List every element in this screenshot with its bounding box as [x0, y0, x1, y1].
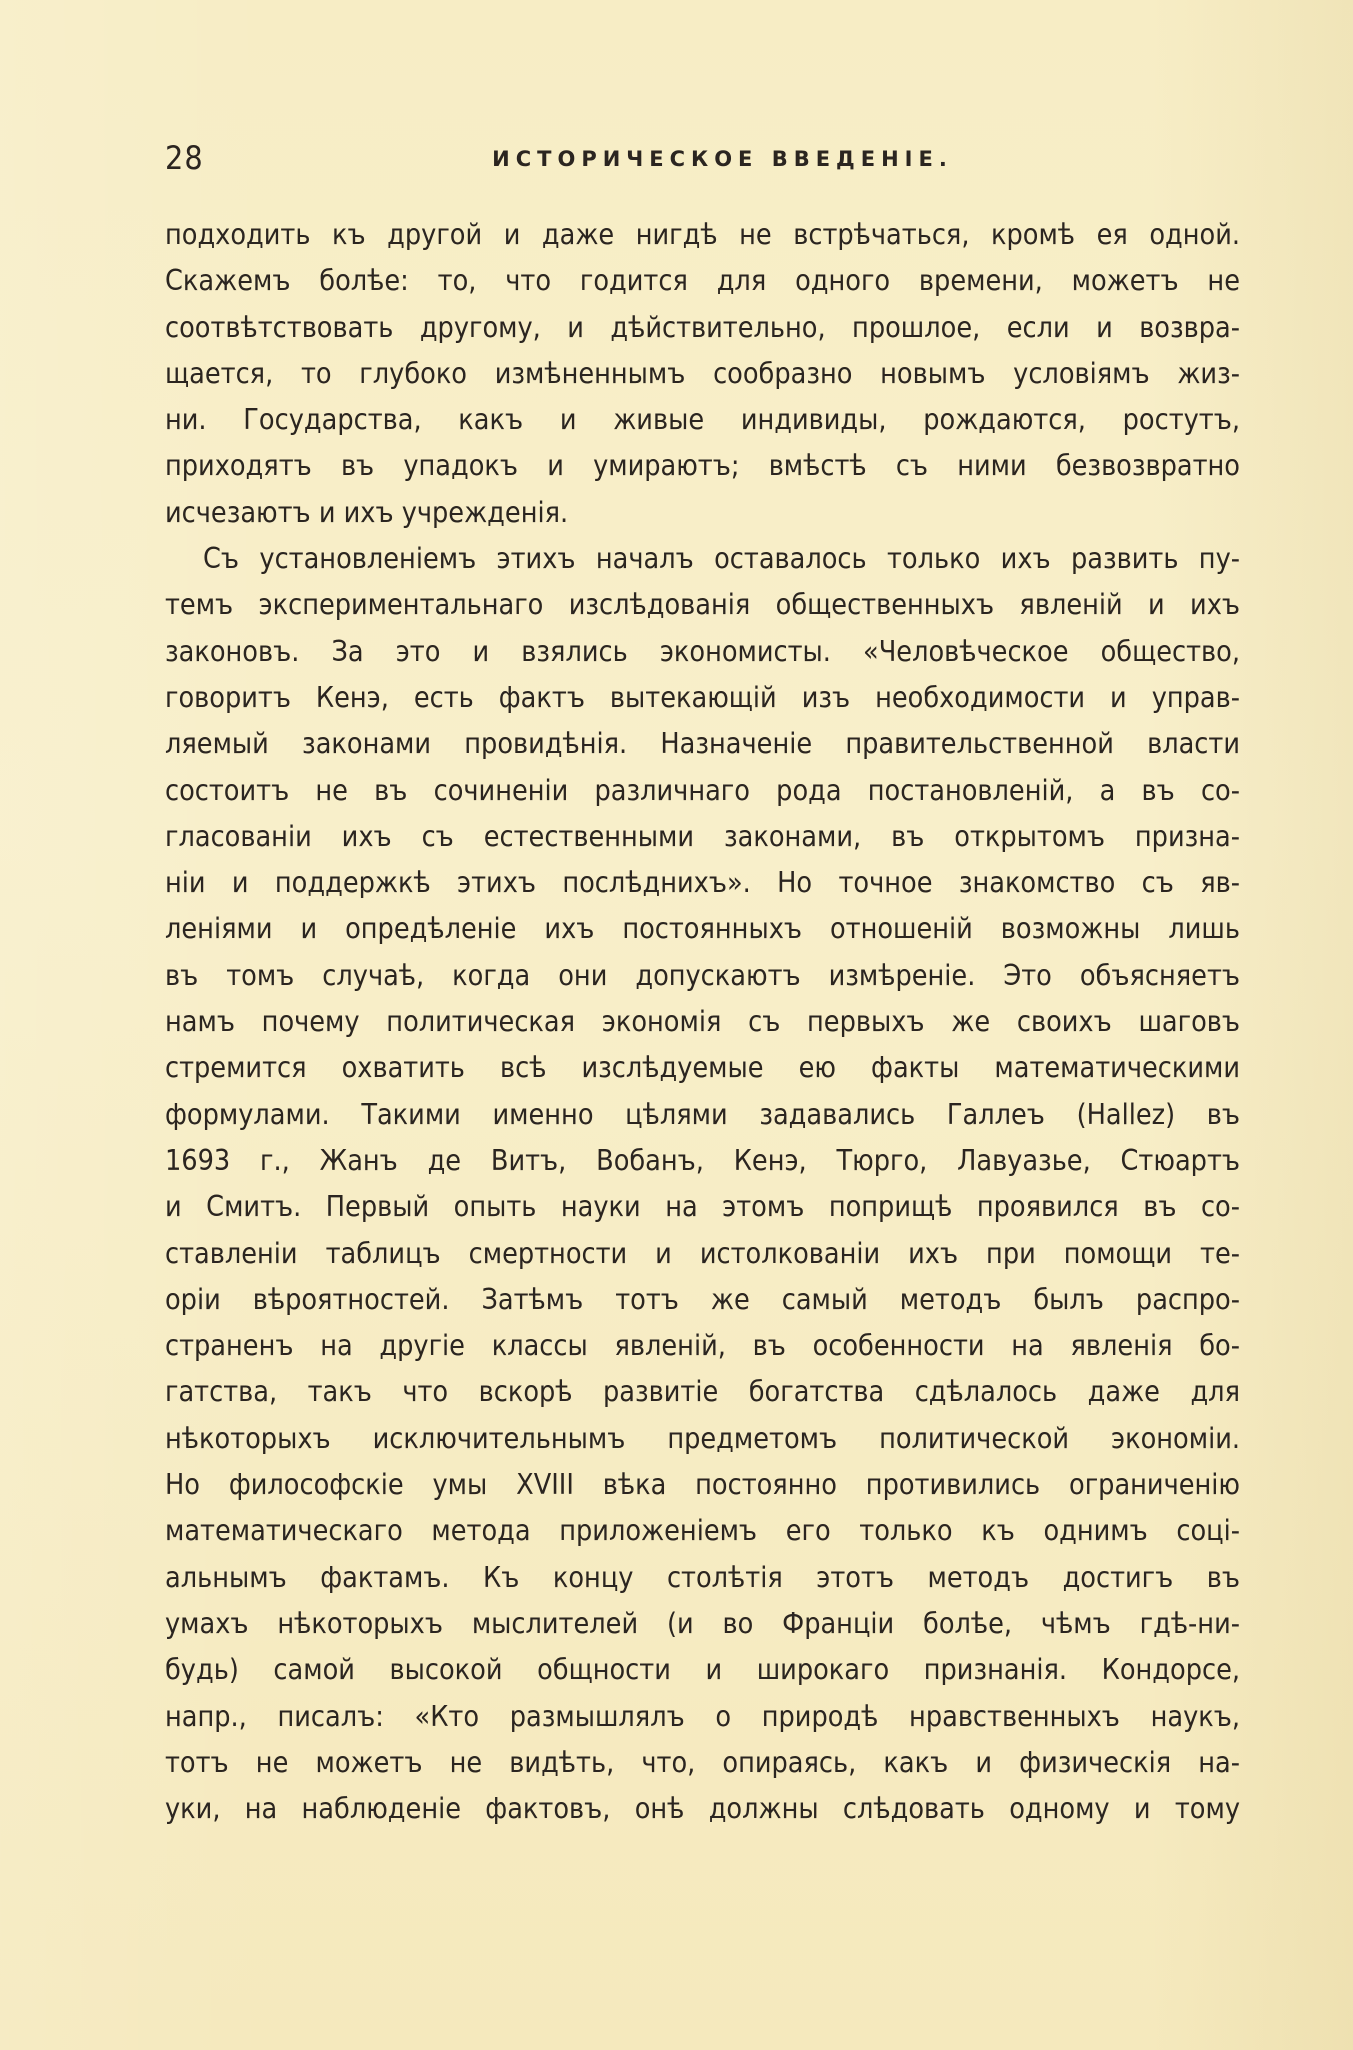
text-line: нѣкоторыхъ исключительнымъ предметомъ политической экономіи.: [165, 1421, 1240, 1455]
text-line: темъ экспериментальнаго изслѣдованія общественныхъ явленій и ихъ: [165, 588, 1240, 622]
text-line: Съ установленіемъ этихъ началъ оставалось только ихъ развить пу-: [203, 542, 1240, 576]
text-line: уки, на наблюденіе фактовъ, онѣ должны слѣдовать одному и тому: [165, 1792, 1240, 1826]
text-line: Но философскіе умы XVIII вѣка постоянно противились ограниченію: [165, 1468, 1240, 1502]
text-line: будь) самой высокой общности и широкаго признанія. Кондорсе,: [165, 1653, 1240, 1687]
text-line: Скажемъ болѣе: то, что годится для одного времени, можетъ не: [165, 264, 1240, 298]
text-line: намъ почему политическая экономія съ первыхъ же своихъ шаговъ: [165, 1005, 1240, 1039]
text-line: напр., писалъ: «Кто размышлялъ о природѣ нравственныхъ наукъ,: [165, 1699, 1240, 1733]
text-line: говоритъ Кенэ, есть фактъ вытекающій изъ необходимости и управ-: [165, 680, 1240, 714]
text-line: ни. Государства, какъ и живые индивиды, рождаются, ростутъ,: [165, 403, 1240, 437]
text-line: приходятъ въ упадокъ и умираютъ; вмѣстѣ съ ними безвозвратно: [165, 449, 1240, 483]
text-line: математическаго метода приложеніемъ его только къ однимъ соці-: [165, 1514, 1240, 1548]
text-line: состоитъ не въ сочиненіи различнаго рода постановленій, а въ со-: [165, 773, 1240, 807]
text-line: альнымъ фактамъ. Къ концу столѣтія этотъ методъ достигъ въ: [165, 1560, 1240, 1594]
text-line: въ томъ случаѣ, когда они допускаютъ измѣреніе. Это объясняетъ: [165, 958, 1240, 992]
text-line: подходить къ другой и даже нигдѣ не встрѣчаться, кромѣ ея одной.: [165, 218, 1240, 251]
text-line: страненъ на другіе классы явленій, въ особенности на явленія бо-: [165, 1329, 1240, 1363]
text-line: и Смитъ. Первый опыть науки на этомъ поприщѣ проявился въ со-: [165, 1190, 1240, 1224]
text-line: леніями и опредѣленіе ихъ постоянныхъ отношеній возможны лишь: [165, 912, 1240, 946]
page-header: [165, 138, 1240, 178]
text-line: 1693 г., Жанъ де Витъ, Вобанъ, Кенэ, Тюрго, Лавуазье, Стюартъ: [165, 1143, 1240, 1177]
text-line: ляемый законами провидѣнія. Назначеніе правительственной власти: [165, 727, 1240, 761]
text-line: щается, то глубоко измѣненнымъ сообразно новымъ условіямъ жиз-: [165, 356, 1240, 390]
text-line: соотвѣтствовать другому, и дѣйствительно, прошлое, если и возвра-: [165, 310, 1240, 344]
text-line: гатства, такъ что вскорѣ развитіе богатства сдѣлалось даже для: [165, 1375, 1240, 1409]
body-text: [165, 212, 1240, 1832]
text-line: формулами. Такими именно цѣлями задавались Галлеъ (Hallez) въ: [165, 1097, 1240, 1131]
text-line: ніи и поддержкѣ этихъ послѣднихъ». Но точное знакомство съ яв-: [165, 866, 1240, 900]
text-line: ставленіи таблицъ смертности и истолкованіи ихъ при помощи те-: [165, 1236, 1240, 1270]
text-line: стремится охватить всѣ изслѣдуемые ею факты математическими: [165, 1051, 1240, 1085]
text-line: гласованіи ихъ съ естественными законами, въ открытомъ призна-: [165, 819, 1240, 853]
text-line: оріи вѣроятностей. Затѣмъ тотъ же самый методъ былъ распро-: [165, 1282, 1240, 1316]
text-line: исчезаютъ и ихъ учрежденія.: [165, 495, 569, 529]
running-title: ИСТОРИЧЕСКОЕ ВВЕДЕНІЕ.: [492, 147, 953, 171]
page-number: 28: [165, 139, 204, 177]
text-line: умахъ нѣкоторыхъ мыслителей (и во Франціи болѣе, чѣмъ гдѣ-ни-: [165, 1606, 1240, 1640]
text-line: тотъ не можетъ не видѣть, что, опираясь, какъ и физическія на-: [165, 1745, 1240, 1779]
text-line: законовъ. За это и взялись экономисты. «Человѣческое общество,: [165, 634, 1240, 668]
